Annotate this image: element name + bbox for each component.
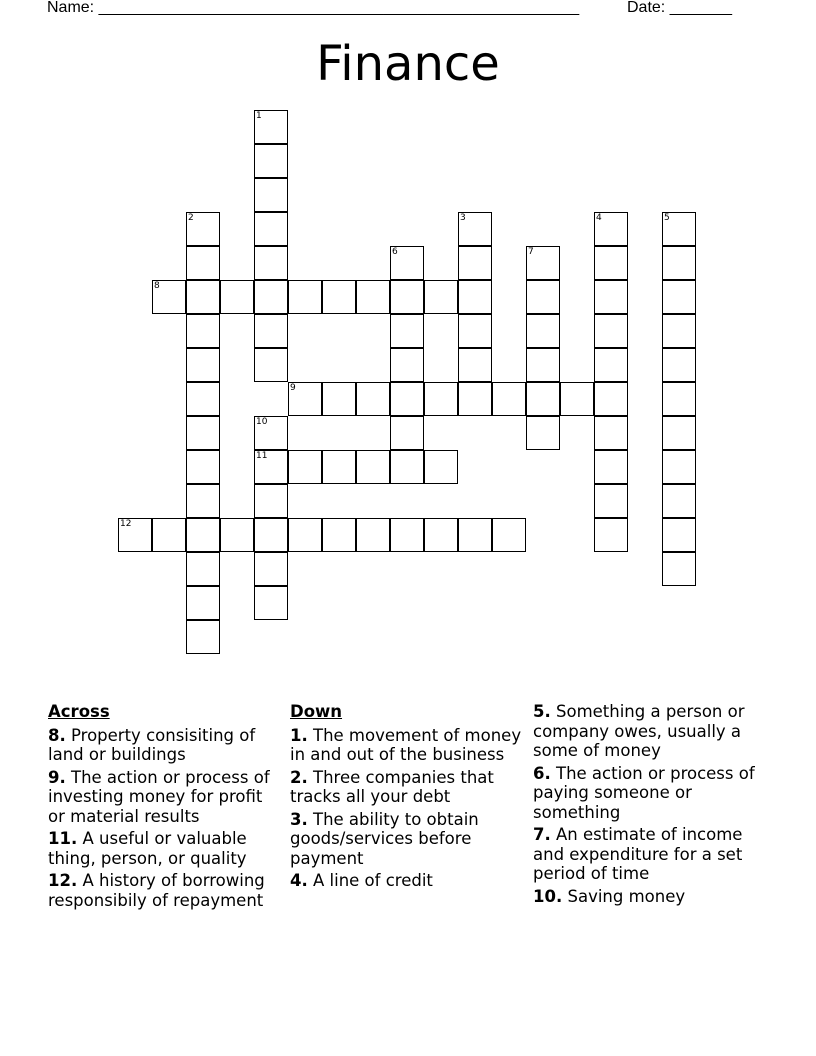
grid-cell[interactable] [390,450,424,484]
grid-cell[interactable] [322,450,356,484]
grid-cell[interactable] [186,450,220,484]
grid-cell[interactable] [662,212,696,246]
clue-number: 5. [533,702,551,721]
cell-number: 2 [188,213,194,223]
grid-cell[interactable] [526,314,560,348]
down-heading: Down [290,702,343,721]
across-clue [48,871,283,910]
grid-cell[interactable] [594,450,628,484]
cell-number: 11 [256,451,268,461]
grid-cell[interactable] [254,586,288,620]
grid-cell[interactable] [458,518,492,552]
grid-cell[interactable] [492,518,526,552]
cell-number: 4 [596,213,602,223]
grid-cell[interactable] [390,246,424,280]
grid-cell[interactable] [662,450,696,484]
grid-cell[interactable] [254,178,288,212]
down-clue [290,768,525,807]
grid-cell[interactable] [254,348,288,382]
grid-cell[interactable] [288,382,322,416]
clue-number: 9. [48,767,66,787]
grid-cell[interactable] [254,280,288,314]
grid-cell[interactable] [594,246,628,280]
clue-text: The ability to obtain goods/services before payment [290,809,479,868]
grid-cell[interactable] [424,450,458,484]
grid-cell[interactable] [594,518,628,552]
grid-cell[interactable] [186,620,220,654]
grid-cell[interactable] [186,246,220,280]
grid-cell[interactable] [118,518,152,552]
down-clue [533,887,768,907]
grid-cell[interactable] [186,348,220,382]
grid-cell[interactable] [254,450,288,484]
grid-cell[interactable] [254,212,288,246]
grid-cell[interactable] [390,382,424,416]
across-column [48,702,283,913]
grid-cell[interactable] [526,280,560,314]
grid-cell[interactable] [356,280,390,314]
name-blank: ______________________________________________________ [98,0,580,16]
grid-cell[interactable] [594,348,628,382]
down-clue [533,702,768,761]
grid-cell[interactable] [526,416,560,450]
grid-cell[interactable] [390,280,424,314]
grid-cell[interactable] [424,280,458,314]
grid-cell[interactable] [662,484,696,518]
grid-cell[interactable] [254,484,288,518]
across-clue [48,768,283,827]
across-clue [48,829,283,868]
grid-cell[interactable] [458,212,492,246]
clue-text: The action or process of investing money for profit or material results [48,767,270,826]
page-title: Finance [316,36,500,92]
grid-cell[interactable] [526,246,560,280]
grid-cell[interactable] [254,552,288,586]
grid-cell[interactable] [458,280,492,314]
grid-cell[interactable] [186,518,220,552]
grid-cell[interactable] [390,348,424,382]
grid-cell[interactable] [322,382,356,416]
grid-cell[interactable] [186,382,220,416]
grid-cell[interactable] [390,416,424,450]
clue-text: Saving money [567,886,686,906]
grid-cell[interactable] [390,518,424,552]
cell-number: 9 [290,383,296,393]
clue-number: 11. [48,829,78,848]
clue-text: Something a person or company owes, usually a some of money [533,702,745,760]
grid-cell[interactable] [186,212,220,246]
clue-text: A line of credit [313,871,433,890]
grid-cell[interactable] [594,484,628,518]
clue-number: 2. [290,767,308,787]
grid-cell[interactable] [662,552,696,586]
grid-cell[interactable] [254,110,288,144]
clue-number: 4. [290,871,308,890]
grid-cell[interactable] [254,144,288,178]
down-column-continued [533,702,768,909]
clue-number: 10. [533,886,563,906]
grid-cell[interactable] [220,280,254,314]
grid-cell[interactable] [186,314,220,348]
grid-cell[interactable] [526,382,560,416]
grid-cell[interactable] [152,280,186,314]
clue-text: An estimate of income and expenditure for a set period of time [533,825,743,883]
clue-text: A history of borrowing responsibily of repayment [48,871,265,910]
clue-number: 1. [290,725,308,745]
clue-number: 6. [533,763,551,783]
grid-cell[interactable] [662,348,696,382]
cell-number: 1 [256,111,262,121]
grid-cell[interactable] [186,586,220,620]
cell-number: 10 [256,417,268,427]
grid-cell[interactable] [288,450,322,484]
grid-cell[interactable] [492,382,526,416]
grid-cell[interactable] [458,314,492,348]
cell-number: 7 [528,247,534,257]
grid-cell[interactable] [390,314,424,348]
date-blank: _______ [669,0,732,16]
grid-cell[interactable] [186,416,220,450]
grid-cell[interactable] [186,552,220,586]
grid-cell[interactable] [220,518,254,552]
grid-cell[interactable] [254,314,288,348]
grid-cell[interactable] [288,280,322,314]
down-clue [533,764,768,823]
clue-text: Three companies that tracks all your debt [290,767,494,806]
down-clue [290,871,525,891]
cell-number: 3 [460,213,466,223]
clue-number: 3. [290,809,308,829]
grid-cell[interactable] [152,518,186,552]
down-clue [290,810,525,869]
grid-cell[interactable] [662,518,696,552]
grid-cell[interactable] [594,212,628,246]
grid-cell[interactable] [322,280,356,314]
down-clue [533,825,768,884]
down-clue [290,726,525,765]
grid-cell[interactable] [322,518,356,552]
date-label: Date: [627,0,666,16]
grid-cell[interactable] [526,348,560,382]
grid-cell[interactable] [662,314,696,348]
grid-cell[interactable] [662,416,696,450]
cell-number: 5 [664,213,670,223]
cell-number: 12 [120,519,132,529]
clue-number: 7. [533,825,551,844]
across-heading: Across [48,702,110,721]
grid-cell[interactable] [594,382,628,416]
grid-cell[interactable] [186,280,220,314]
grid-cell[interactable] [594,314,628,348]
clue-text: The action or process of paying someone or something [533,763,755,822]
clue-text: A useful or valuable thing, person, or quality [48,829,247,868]
grid-cell[interactable] [662,280,696,314]
grid-cell[interactable] [560,382,594,416]
clue-text: Property consisiting of land or buildings [48,725,256,764]
clue-number: 8. [48,725,66,745]
clue-text: The movement of money in and out of the business [290,725,522,764]
cell-number: 6 [392,247,398,257]
grid-cell[interactable] [594,416,628,450]
grid-cell[interactable] [254,416,288,450]
clue-number: 12. [48,871,78,890]
grid-cell[interactable] [254,246,288,280]
grid-cell[interactable] [594,280,628,314]
grid-cell[interactable] [356,518,390,552]
grid-cell[interactable] [424,518,458,552]
name-label: Name: [47,0,95,16]
grid-cell[interactable] [288,518,322,552]
grid-cell[interactable] [458,382,492,416]
grid-cell[interactable] [662,246,696,280]
grid-cell[interactable] [458,246,492,280]
cell-number: 8 [154,281,160,291]
across-clue [48,726,283,765]
grid-cell[interactable] [254,518,288,552]
grid-cell[interactable] [662,382,696,416]
grid-cell[interactable] [186,484,220,518]
grid-cell[interactable] [356,450,390,484]
grid-cell[interactable] [424,382,458,416]
down-column [290,702,525,894]
grid-cell[interactable] [458,348,492,382]
grid-cell[interactable] [356,382,390,416]
